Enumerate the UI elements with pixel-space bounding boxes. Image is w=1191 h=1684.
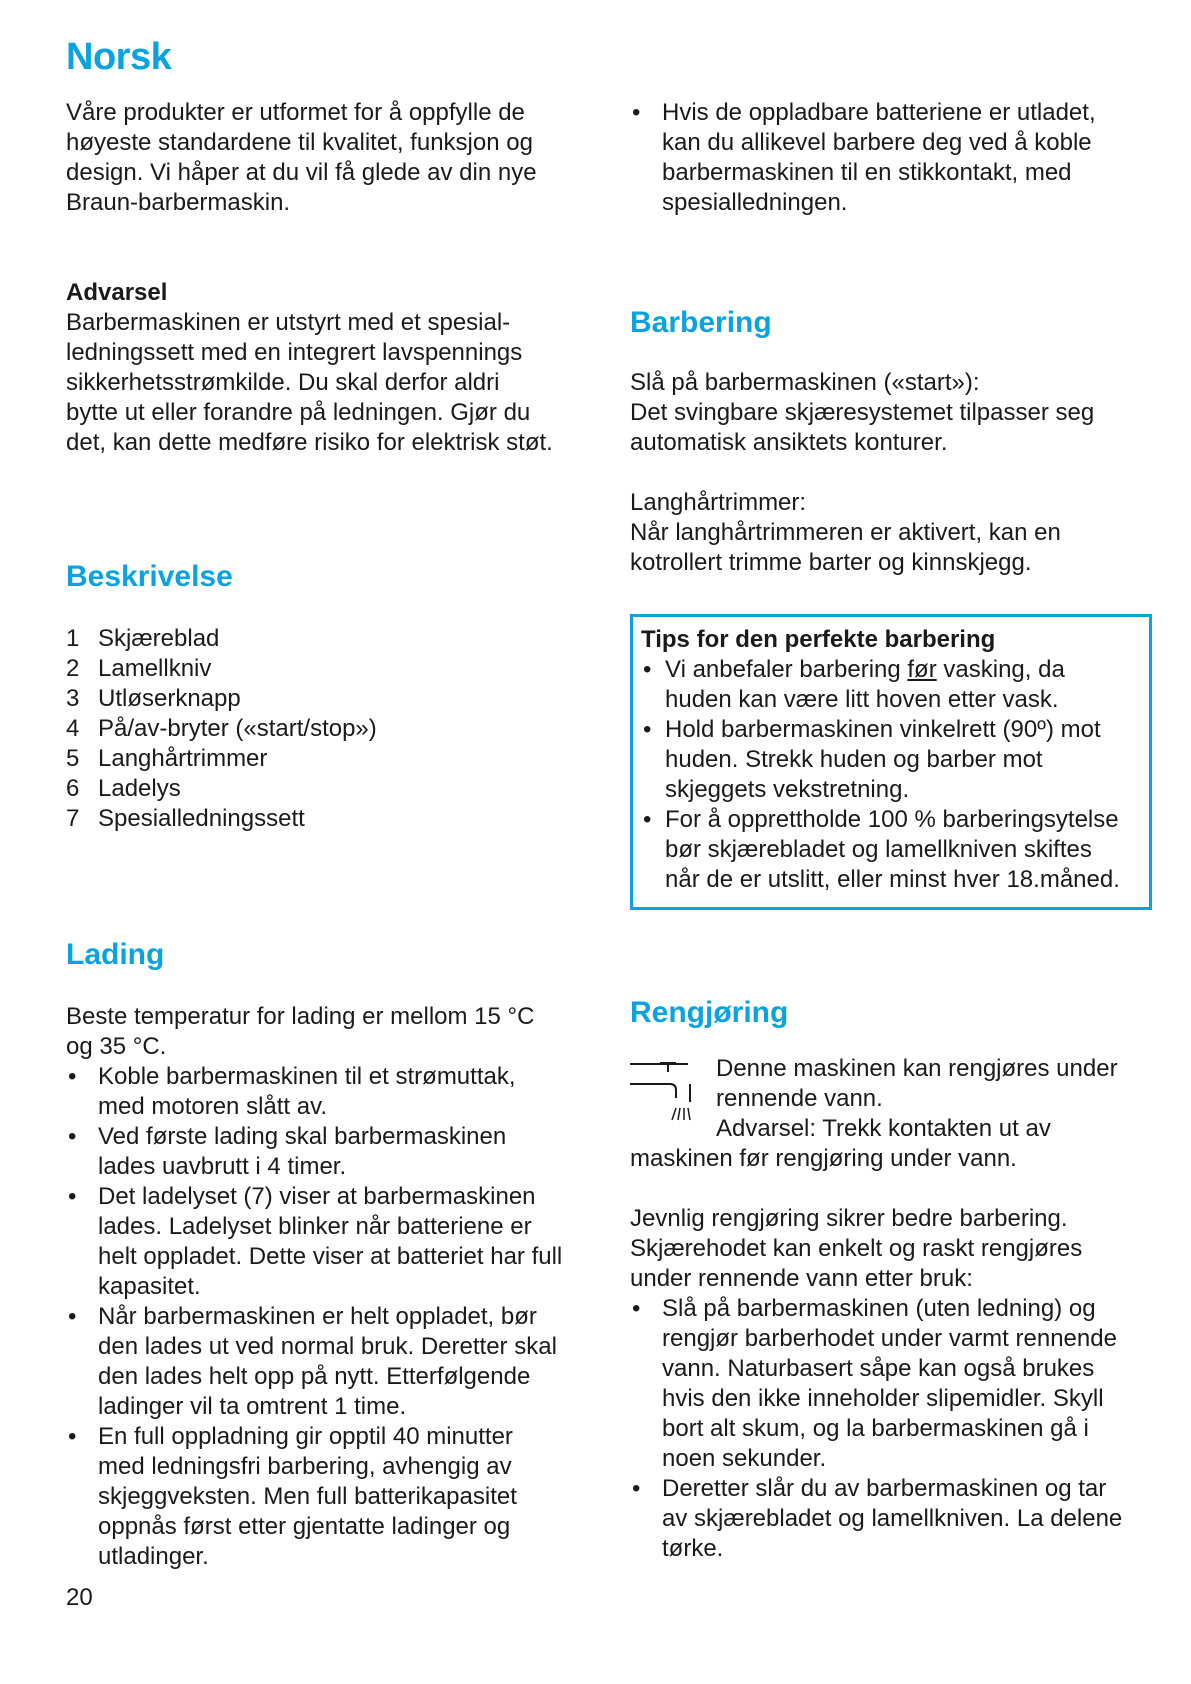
list-item (630, 1294, 1160, 1474)
text-line: Denne maskinen kan rengjøres under (716, 1055, 1118, 1082)
text-line: rennende vann. (716, 1085, 883, 1112)
bullet-line: den lades ut ved normal bruk. Deretter skal (98, 1333, 557, 1360)
item-number: 4 (66, 715, 80, 742)
bullet-line: vann. Naturbasert såpe kan også brukes (662, 1355, 1095, 1382)
text-span: vasking, da (936, 656, 1065, 683)
charging-intro-line: og 35 °C. (66, 1033, 167, 1060)
bullet-line: oppnås først etter gjentatte ladinger og (98, 1513, 511, 1540)
bullet-line: skjeggets vekstretning. (665, 776, 910, 803)
list-item (66, 624, 377, 654)
list-item (66, 1122, 596, 1182)
intro-paragraph (66, 98, 537, 218)
item-number: 1 (66, 625, 80, 652)
bullet-line: spesialledningen. (662, 189, 848, 216)
charging-intro-line: Beste temperatur for lading er mellom 15 °C (66, 1003, 535, 1030)
shaving-heading: Barbering (630, 306, 772, 339)
list-item (66, 1182, 596, 1302)
bullet-line: huden kan være litt hoven etter vask. (665, 686, 1059, 713)
tips-box (630, 614, 1152, 910)
list-item (66, 1422, 596, 1572)
bullet-line: av skjærebladet og lamellkniven. La delene (662, 1505, 1123, 1532)
bullet-line: den lades helt opp på nytt. Etterfølgende (98, 1363, 531, 1390)
warning-heading: Advarsel (66, 279, 168, 306)
bullet-line: • Deretter slår du av barbermaskinen og tar (662, 1475, 1107, 1502)
bullet-line: tørke. (662, 1535, 724, 1562)
bullet-line: helt oppladet. Dette viser at batteriet har full (98, 1243, 563, 1270)
bullet-line: • Det ladelyset (7) viser at barbermaskinen (98, 1183, 536, 1210)
cleaning-para (630, 1204, 1082, 1294)
bullet-line: kapasitet. (98, 1273, 201, 1300)
list-item (641, 655, 1141, 715)
item-label: På/av-bryter («start/stop») (98, 715, 377, 742)
bullet-line: når de er utslitt, eller minst hver 18.måned. (665, 866, 1120, 893)
item-label: Ladelys (98, 775, 181, 802)
bullet-line: • Slå på barbermaskinen (uten ledning) og (662, 1295, 1096, 1322)
shaving-para-2 (630, 488, 1061, 578)
bullet-line: • En full oppladning gir opptil 40 minutter (98, 1423, 513, 1450)
bullet-line: rengjør barberhodet under varmt rennende (662, 1325, 1117, 1352)
bullet-line: kan du allikevel barbere deg ved å koble (662, 129, 1092, 156)
description-heading: Beskrivelse (66, 560, 233, 593)
warning-line: det, kan dette medføre risiko for elektrisk støt. (66, 429, 553, 456)
bullet-line: bort alt skum, og la barbermaskinen gå i (662, 1415, 1089, 1442)
item-label: Spesialledningssett (98, 805, 305, 832)
cleaning-warning-continued: maskinen før rengjøring under vann. (630, 1145, 1017, 1172)
item-number: 7 (66, 805, 80, 832)
warning-line: bytte ut eller forandre på ledningen. Gjør du (66, 399, 531, 426)
intro-line: Våre produkter er utformet for å oppfylle de (66, 99, 525, 126)
bullet-line: barbermaskinen til en stikkontakt, med (662, 159, 1072, 186)
bullet-line: lades. Ladelyset blinker når batteriene er (98, 1213, 532, 1240)
text-line: Advarsel: Trekk kontakten ut av (716, 1115, 1051, 1142)
item-label: Lamellkniv (98, 655, 212, 682)
list-item (66, 654, 377, 684)
intro-line: høyeste standardene til kvalitet, funksjon og (66, 129, 533, 156)
text-line: Langhårtrimmer: (630, 489, 807, 516)
item-number: 3 (66, 685, 80, 712)
charging-section (66, 1002, 596, 1572)
warning-line: Barbermaskinen er utstyrt med et spesial- (66, 309, 511, 336)
bullet-line: med motoren slått av. (98, 1093, 327, 1120)
warning-section (66, 278, 553, 458)
list-item (66, 744, 377, 774)
cleaning-bullets (630, 1294, 1160, 1564)
text-span: Vi anbefaler barbering (665, 656, 908, 683)
text-line: Jevnlig rengjøring sikrer bedre barbering. (630, 1205, 1068, 1232)
tips-bullets (641, 655, 1141, 895)
item-label: Utløserknapp (98, 685, 241, 712)
bullet-line: • For å opprettholde 100 % barberingsytelse (665, 806, 1119, 833)
bullet-line: ladinger vil ta omtrent 1 time. (98, 1393, 407, 1420)
warning-line: sikkerhetsstrømkilde. Du skal derfor aldri (66, 369, 500, 396)
item-label: Langhårtrimmer (98, 745, 268, 772)
emphasis-text: før (907, 656, 937, 683)
list-item (630, 98, 1160, 218)
item-number: 6 (66, 775, 80, 802)
intro-line: Braun-barbermaskin. (66, 189, 291, 216)
bullet-line: • Koble barbermaskinen til et strømuttak, (98, 1063, 516, 1090)
list-item (66, 1062, 596, 1122)
shaving-para-1 (630, 368, 1094, 458)
bullet-line: noen sekunder. (662, 1445, 827, 1472)
text-line: Det svingbare skjæresystemet tilpasser seg (630, 399, 1095, 426)
item-label: Skjæreblad (98, 625, 220, 652)
text-line: under rennende vann etter bruk: (630, 1265, 973, 1292)
intro-line: design. Vi håper at du vil få glede av din nye (66, 159, 537, 186)
list-item (66, 714, 377, 744)
bullet-line: • Ved første lading skal barbermaskinen (98, 1123, 507, 1150)
warning-line: ledningssett med en integrert lavspennings (66, 339, 523, 366)
bullet-line: • Hvis de oppladbare batteriene er utladet, (662, 99, 1096, 126)
item-number: 5 (66, 745, 80, 772)
tips-heading: Tips for den perfekte barbering (641, 626, 996, 653)
bullet-line: lades uavbrutt i 4 timer. (98, 1153, 347, 1180)
running-water-tap-icon (630, 1062, 704, 1124)
list-item (66, 774, 377, 804)
item-number: 2 (66, 655, 80, 682)
page-number: 20 (66, 1584, 93, 1611)
list-item (66, 1302, 596, 1422)
bullet-line: hvis den ikke inneholder slipemidler. Skyll (662, 1385, 1104, 1412)
bullet-line: med ledningsfri barbering, avhengig av (98, 1453, 512, 1480)
text-line: kotrollert trimme barter og kinnskjegg. (630, 549, 1032, 576)
charging-bullets (66, 1062, 596, 1572)
page-title: Norsk (66, 36, 172, 78)
text-line: Når langhårtrimmeren er aktivert, kan en (630, 519, 1061, 546)
bullet-line: utladinger. (98, 1543, 209, 1570)
cleaning-heading: Rengjøring (630, 996, 789, 1029)
bullet-line: skjeggveksten. Men full batterikapasitet (98, 1483, 517, 1510)
list-item (641, 715, 1141, 805)
list-item (641, 805, 1141, 895)
bullet-line (665, 655, 1141, 685)
list-item (66, 684, 377, 714)
parts-list (66, 624, 377, 834)
bullet-line: • Når barbermaskinen er helt oppladet, bør (98, 1303, 537, 1330)
cleaning-icon-text (716, 1054, 1118, 1144)
right-top-bullets (630, 98, 1160, 218)
bullet-line: huden. Strekk huden og barber mot (665, 746, 1043, 773)
charging-heading: Lading (66, 938, 165, 971)
text-line: Slå på barbermaskinen («start»): (630, 369, 980, 396)
list-item (66, 804, 377, 834)
bullet-line: • Hold barbermaskinen vinkelrett (90º) mot (665, 716, 1101, 743)
text-line: Skjærehodet kan enkelt og raskt rengjøres (630, 1235, 1083, 1262)
text-line: automatisk ansiktets konturer. (630, 429, 948, 456)
bullet-line: bør skjærebladet og lamellkniven skiftes (665, 836, 1092, 863)
list-item (630, 1474, 1160, 1564)
